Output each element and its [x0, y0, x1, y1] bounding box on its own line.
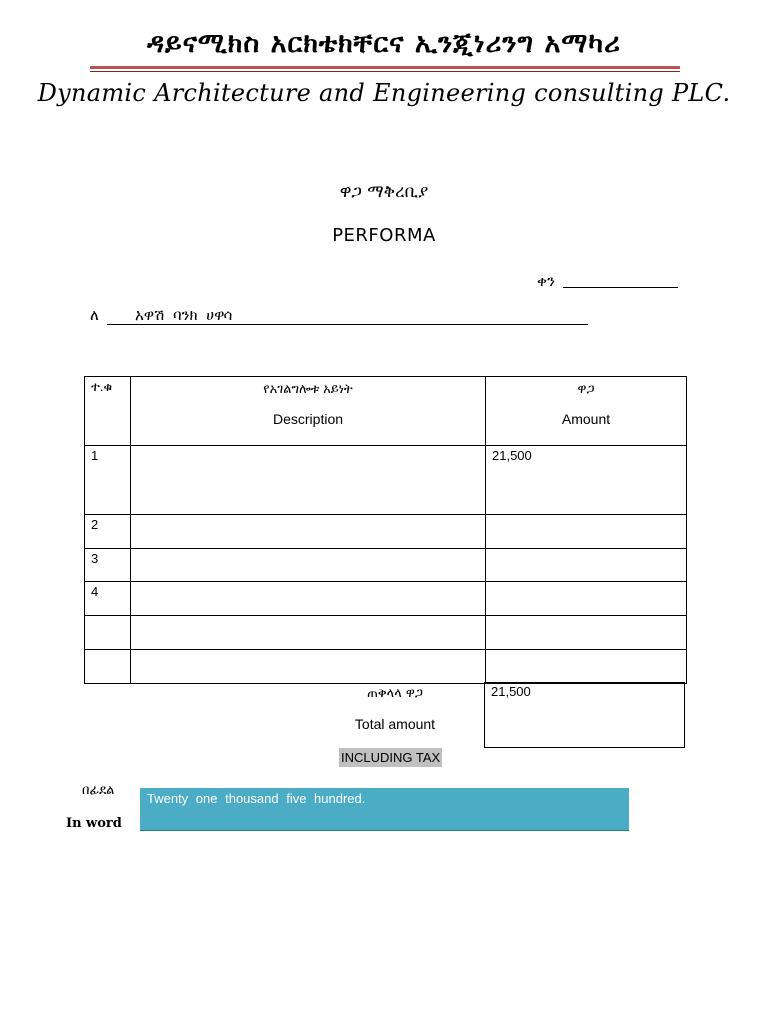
- row-amount: [486, 515, 687, 549]
- row-number: [85, 616, 131, 650]
- header-description-english: Description: [272, 411, 344, 427]
- table-row: [85, 582, 687, 616]
- row-description: [131, 515, 486, 549]
- in-word-label-amharic: በፊደል: [82, 783, 115, 798]
- total-label-amharic: ጠቅላላ ዋጋ: [367, 686, 423, 701]
- header-rule-thick: [90, 66, 680, 69]
- row-amount: [486, 549, 687, 582]
- total-label: [300, 684, 490, 734]
- row-number: 3: [85, 549, 131, 582]
- company-name-english: Dynamic Architecture and Engineering consulting PLC.: [37, 79, 731, 107]
- recipient-label: ለ: [90, 306, 99, 324]
- row-amount: 21,500: [486, 446, 687, 515]
- table-row: [85, 549, 687, 582]
- table-row: [85, 446, 687, 515]
- in-word-value: Twenty one thousand five hundred.: [140, 788, 629, 831]
- row-amount: [486, 650, 687, 684]
- row-number: 4: [85, 582, 131, 616]
- header-description: [131, 377, 486, 446]
- row-description: [131, 650, 486, 684]
- in-word-label-english: In word: [66, 816, 122, 831]
- date-line: [563, 287, 678, 288]
- row-description: [131, 616, 486, 650]
- header-amount-english: Amount: [561, 411, 611, 427]
- row-number: [85, 650, 131, 684]
- header-number: ተ.ቁ: [85, 377, 131, 446]
- header-amount-amharic: ዋጋ: [577, 381, 595, 396]
- table-row: [85, 616, 687, 650]
- total-label-english: Total amount: [354, 716, 436, 732]
- recipient-value: አዋሽ ባንክ ሀዋሳ: [135, 306, 233, 324]
- table-row: [85, 650, 687, 684]
- tax-note: INCLUDING TAX: [341, 750, 441, 765]
- document-title-amharic: ዋጋ ማቅረቢያ: [339, 182, 429, 202]
- company-name-amharic: ዳይናሚክስ አርክቴክቸርና ኢንጂነሪንግ አማካሪ: [147, 28, 621, 59]
- header-description-amharic: የአገልግሎቱ አይነት: [263, 381, 353, 396]
- row-amount: [486, 616, 687, 650]
- date-label: ቀን: [537, 272, 555, 290]
- table-header-row: [85, 377, 687, 446]
- items-table: [84, 376, 687, 684]
- header-amount: [486, 377, 687, 446]
- row-description: [131, 549, 486, 582]
- row-description: [131, 582, 486, 616]
- row-number: 2: [85, 515, 131, 549]
- total-value: 21,500: [491, 684, 531, 699]
- table-row: [85, 515, 687, 549]
- document-title-english: PERFORMA: [332, 225, 436, 246]
- row-amount: [486, 582, 687, 616]
- row-number: 1: [85, 446, 131, 515]
- header-rule-thin: [90, 71, 680, 72]
- row-description: [131, 446, 486, 515]
